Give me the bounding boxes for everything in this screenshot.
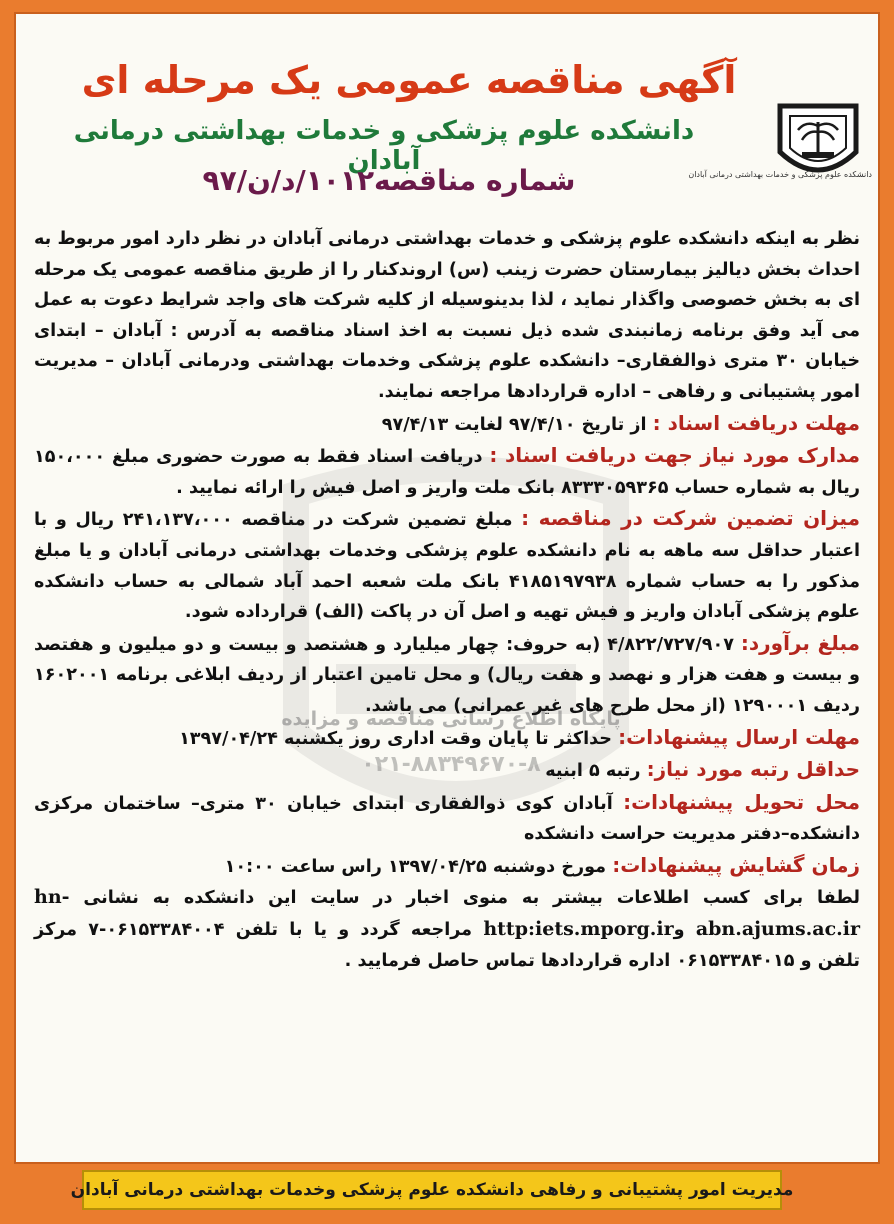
university-name: دانشکده علوم پزشکی و خدمات بهداشتی درمانی آبادان <box>73 116 695 176</box>
minimum-grade-text: رتبه ۵ ابنیه <box>545 761 641 782</box>
delivery-location-heading: محل تحویل پیشنهادات: <box>623 789 861 814</box>
document-deadline-heading: مهلت دریافت اسناد : <box>652 410 860 435</box>
estimated-amount-text: ۴/۸۲۲/۷۲۷/۹۰۷ (به حروف: چهار میلیارد و هشتصد و بیست و دو میلیون و هفتصد و بیست و هفت هزار و نهصد و هفت ریال) و محل تامین اعتبار از ردیف ابلاغی برنامه ۱۶۰۲۰۰۱ ردیف ۱۲۹۰۰۰۱ (از محل طرح های غیر عمرانی) می باشد. <box>34 634 860 716</box>
notice-frame <box>14 12 880 1164</box>
delivery-location-text: آبادان کوی ذوالفقاری ابتدای خیابان ۳۰ متری– ساختمان مرکزی دانشکده–دفتر مدیریت حراست دانشکده <box>34 793 860 845</box>
tender-number: شماره مناقصه۱۰۱۲/د/ن/۹۷ <box>202 164 576 197</box>
logo-caption: دانشکده علوم پزشکی و خدمات بهداشتی درمانی آبادان <box>688 170 872 179</box>
bid-guarantee-text: مبلغ تضمین شرکت در مناقصه ۲۴۱،۱۳۷،۰۰۰ ریال و با اعتبار حداقل سه ماهه به نام دانشکده علوم پزشکی وخدمات بهداشتی درمانی آبادان و یا مبلغ مذکور را به حساب شماره ۴۱۸۵۱۹۷۹۳۸ بانک ملت شعبه احمد آباد شمالی به حساب دانشکده علوم پزشکی آبادان واریز و فیش تهیه و اصل آن در پاکت (الف) قرارداده شود. <box>34 510 861 623</box>
minimum-grade <box>34 754 860 787</box>
document-deadline <box>34 408 860 441</box>
proposal-deadline-text: حداکثر تا پایان وقت اداری روز یکشنبه ۱۳۹۷/۰۴/۲۴ <box>179 728 612 749</box>
footer-text: مدیریت امور پشتیبانی و رفاهی دانشکده علوم پزشکی وخدمات بهداشتی درمانی آبادان <box>70 1180 794 1200</box>
notice-title: آگهی مناقصه عمومی یک مرحله ای <box>81 58 737 102</box>
watermark-phone: ۰۲۱-۸۸۳۴۹۶۷۰-۸ <box>361 752 541 777</box>
closing-paragraph <box>34 882 860 976</box>
minimum-grade-heading: حداقل رتبه مورد نیاز: <box>646 757 860 782</box>
website-link-iets[interactable]: http:iets.mporg.ir <box>483 918 674 941</box>
document-deadline-text: از تاریخ ۹۷/۴/۱۰ لغایت ۹۷/۴/۱۳ <box>381 414 647 435</box>
proposal-deadline-heading: مهلت ارسال پیشنهادات: <box>618 724 860 749</box>
proposal-deadline <box>34 722 860 755</box>
notice-body <box>34 224 860 976</box>
closing-text-b: و <box>673 920 685 941</box>
required-documents-heading: مدارک مورد نیاز جهت دریافت اسناد : <box>489 443 860 468</box>
opening-time <box>34 850 860 883</box>
header <box>16 14 882 214</box>
bid-guarantee <box>34 503 860 627</box>
closing-text-a: لطفا برای کسب اطلاعات بیشتر به منوی اخبار در سایت این دانشکده به نشانی <box>83 888 860 909</box>
required-documents <box>34 440 860 503</box>
required-documents-text: دریافت اسناد فقط به صورت حضوری مبلغ ۱۵۰،۰۰۰ ریال به شماره حساب ۸۳۳۳۰۵۹۳۶۵ بانک ملت واریز و اصل فیش را ارائه نمایید . <box>34 447 860 498</box>
estimated-amount-heading: مبلغ برآورد: <box>740 630 860 655</box>
watermark-text: پایگاه اطلاع رسانی مناقصه و مزایده <box>281 708 621 730</box>
opening-time-heading: زمان گشایش پیشنهادات: <box>612 852 860 877</box>
delivery-location <box>34 787 860 850</box>
closing-text-c: مراجعه گردد و یا با تلفن ۰۶۱۵۳۳۸۴۰۰۴-۷ مرکز تلفن و ۰۶۱۵۳۳۸۴۰۱۵ اداره قراردادها تماس حاصل فرمایید . <box>34 920 860 971</box>
estimated-amount <box>34 628 860 722</box>
website-link-ajums[interactable]: hn-abn.ajums.ac.ir <box>34 886 860 941</box>
intro-paragraph: نظر به اینکه دانشکده علوم پزشکی و خدمات بهداشتی درمانی آبادان در نظر دارد امور مربوط به احداث بخش دیالیز بیمارستان حضرت زینب (س) اروندکنار را از طریق مناقصه عمومی یک مرحله ای به بخش خصوصی واگذار نماید ، لذا بدینوسیله از کلیه شرکت های واجد شرایط دعوت به عمل می آید وفق برنامه زمانبندی شده ذیل نسبت به اخذ اسناد مناقصه به آدرس : آبادان – ابتدای خیابان ۳۰ متری ذوالفقاری– دانشکده علوم پزشکی وخدمات بهداشتی ودرمانی آبادان – مدیریت امور پشتیبانی و رفاهی – اداره قراردادها مراجعه نمایند. <box>34 229 860 402</box>
footer-band <box>70 1170 794 1210</box>
bid-guarantee-heading: میزان تضمین شرکت در مناقصه : <box>521 506 860 531</box>
opening-time-text: مورخ دوشنبه ۱۳۹۷/۰۴/۲۵ راس ساعت ۱۰:۰۰ <box>224 856 607 877</box>
